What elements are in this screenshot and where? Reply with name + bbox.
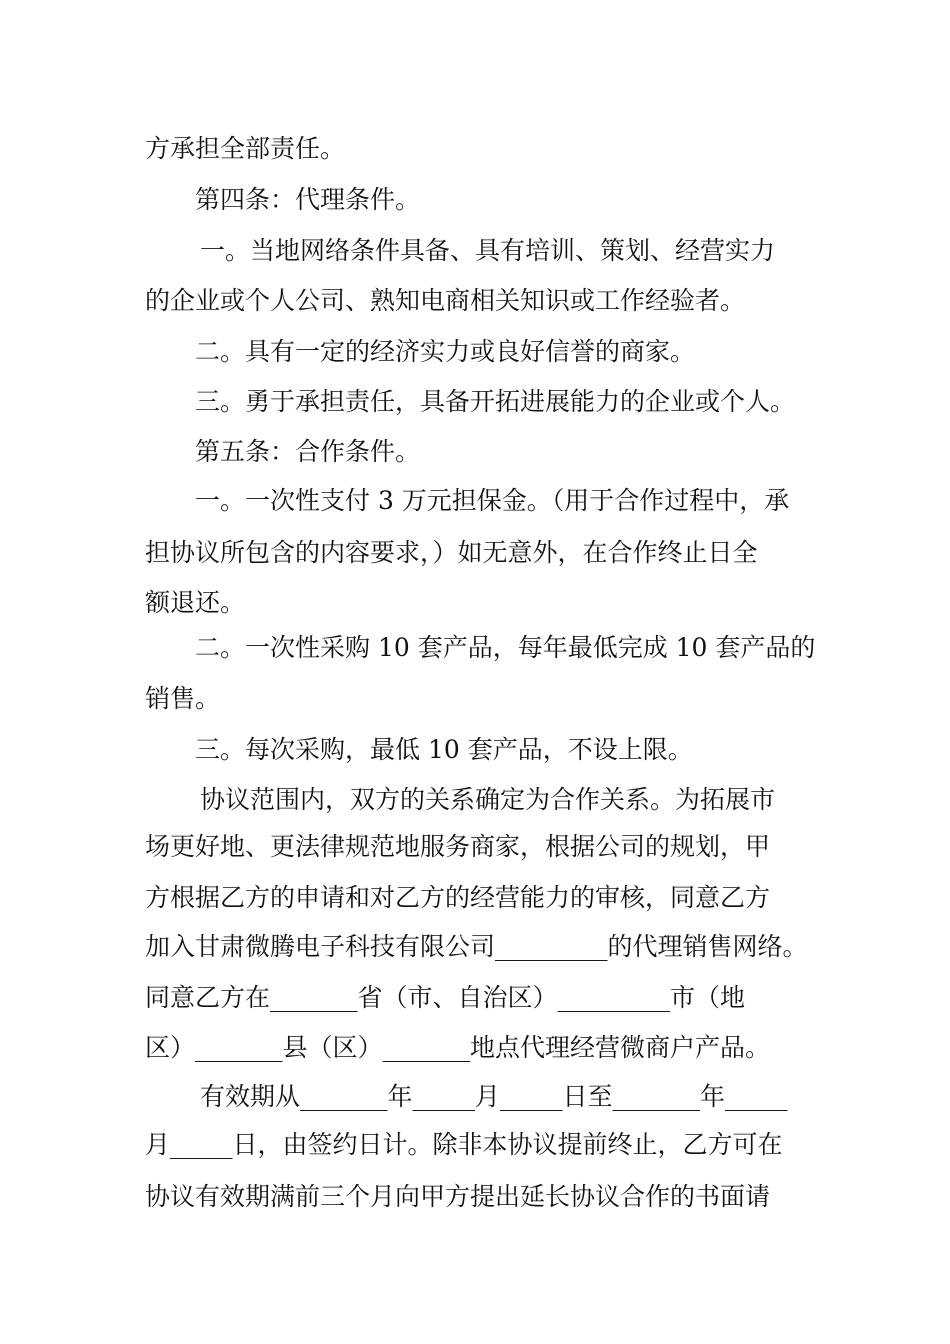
text-line-12: 销售。 <box>145 684 221 713</box>
text-line-6: 三。勇于承担责任，具备开拓进展能力的企业或个人。 <box>195 387 796 416</box>
text-line-21: 月_____日，由签约日计。除非本协议提前终止，乙方可在 <box>145 1130 783 1159</box>
text-line-22: 协议有效期满前三个月向甲方提出延长协议合作的书面请 <box>145 1182 771 1211</box>
text-line-8: 一。一次性支付 3 万元担保金。（用于合作过程中，承 <box>195 486 790 515</box>
text-line-13: 三。每次采购，最低 10 套产品，不设上限。 <box>195 735 693 764</box>
text-line-15: 场更好地、更法律规范地服务商家，根据公司的规划，甲 <box>145 832 771 861</box>
text-line-1: 方承担全部责任。 <box>145 134 346 163</box>
article-5-heading: 第五条：合作条件。 <box>195 437 421 466</box>
text-line-17: 加入甘肃微腾电子科技有限公司_________的代理销售网络。 <box>145 932 808 961</box>
text-line-20: 有效期从_______年_____月_____日至_______年_____ <box>200 1082 788 1111</box>
text-line-11: 二。一次性采购 10 套产品，每年最低完成 10 套产品的 <box>195 633 816 662</box>
text-line-3: 一。当地网络条件具备、具有培训、策划、经营实力 <box>200 236 776 265</box>
text-line-14: 协议范围内，双方的关系确定为合作关系。为拓展市 <box>200 785 776 814</box>
text-line-5: 二。具有一定的经济实力或良好信誉的商家。 <box>195 337 696 366</box>
text-line-16: 方根据乙方的申请和对乙方的经营能力的审核，同意乙方 <box>145 883 771 912</box>
text-line-18: 同意乙方在_______省（市、自治区）_________市（地 <box>145 983 746 1012</box>
text-line-9: 担协议所包含的内容要求，）如无意外，在合作终止日全 <box>145 538 758 567</box>
text-line-10: 额退还。 <box>145 588 246 617</box>
text-line-19: 区）_______县（区）_______地点代理经营微商户产品。 <box>145 1033 771 1062</box>
text-line-4: 的企业或个人公司、熟知电商相关知识或工作经验者。 <box>145 286 746 315</box>
article-4-heading: 第四条：代理条件。 <box>195 185 421 214</box>
